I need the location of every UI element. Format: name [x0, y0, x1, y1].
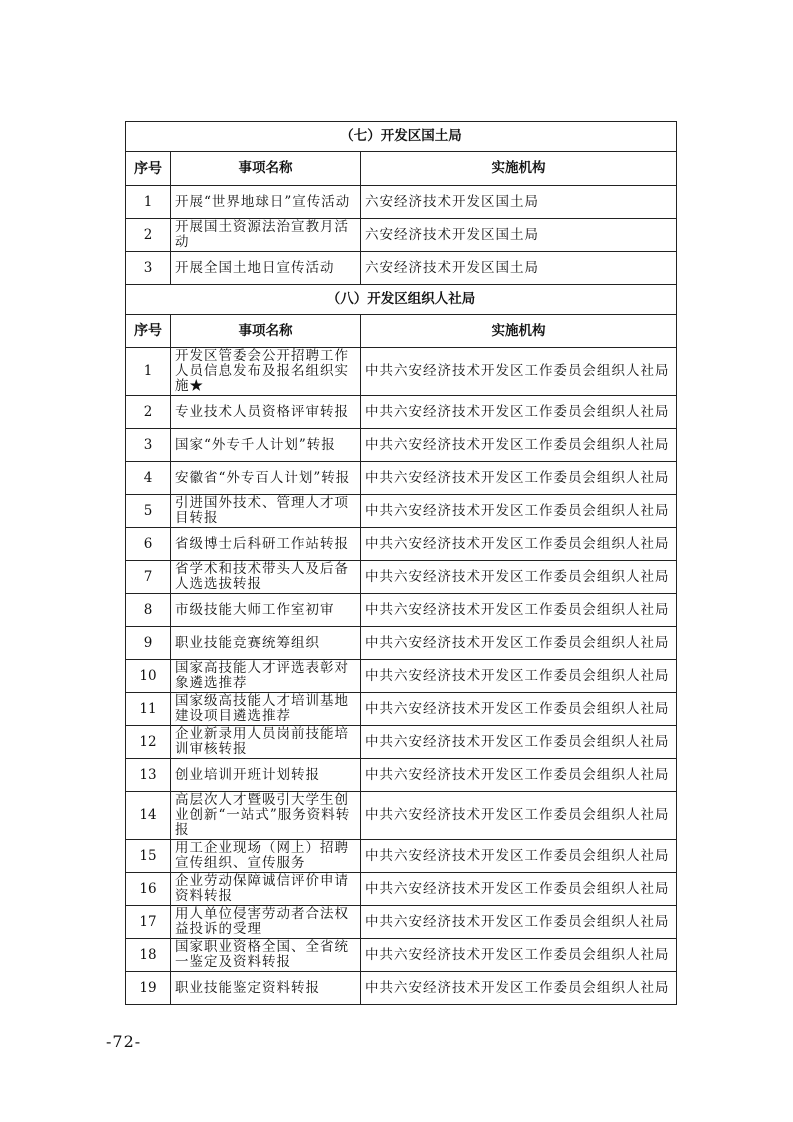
header-item: 事项名称	[171, 152, 361, 186]
row-number: 14	[126, 792, 171, 840]
row-number: 8	[126, 594, 171, 627]
item-name: 职业技能鉴定资料转报	[171, 972, 361, 1005]
implementing-org: 中共六安经济技术开发区工作委员会组织人社局	[361, 528, 677, 561]
table-row	[126, 348, 677, 396]
table-row	[126, 660, 677, 693]
row-number: 3	[126, 252, 171, 285]
table-row	[126, 693, 677, 726]
table-row	[126, 594, 677, 627]
row-number: 3	[126, 429, 171, 462]
row-number: 1	[126, 348, 171, 396]
item-name: 国家高技能人才评选表彰对象遴选推荐	[171, 660, 361, 693]
table-row	[126, 939, 677, 972]
implementing-org: 中共六安经济技术开发区工作委员会组织人社局	[361, 594, 677, 627]
item-name: 省学术和技术带头人及后备人选选拔转报	[171, 561, 361, 594]
row-number: 10	[126, 660, 171, 693]
item-name: 职业技能竞赛统筹组织	[171, 627, 361, 660]
row-number: 15	[126, 840, 171, 873]
table-row	[126, 462, 677, 495]
table-row	[126, 495, 677, 528]
implementing-org: 中共六安经济技术开发区工作委员会组织人社局	[361, 792, 677, 840]
table-row	[126, 759, 677, 792]
table-header-row	[126, 315, 677, 348]
header-seq: 序号	[126, 152, 171, 186]
item-name: 用人单位侵害劳动者合法权益投诉的受理	[171, 906, 361, 939]
table-row	[126, 252, 677, 285]
item-name: 创业培训开班计划转报	[171, 759, 361, 792]
implementing-org: 中共六安经济技术开发区工作委员会组织人社局	[361, 396, 677, 429]
table-row	[126, 561, 677, 594]
row-number: 7	[126, 561, 171, 594]
implementing-org: 中共六安经济技术开发区工作委员会组织人社局	[361, 462, 677, 495]
item-name: 专业技术人员资格评审转报	[171, 396, 361, 429]
table-row	[126, 873, 677, 906]
row-number: 2	[126, 396, 171, 429]
row-number: 9	[126, 627, 171, 660]
implementing-org: 中共六安经济技术开发区工作委员会组织人社局	[361, 627, 677, 660]
item-name: 市级技能大师工作室初审	[171, 594, 361, 627]
table-row	[126, 627, 677, 660]
implementing-org: 中共六安经济技术开发区工作委员会组织人社局	[361, 972, 677, 1005]
table-row	[126, 906, 677, 939]
implementing-org: 中共六安经济技术开发区工作委员会组织人社局	[361, 660, 677, 693]
item-name: 国家职业资格全国、全省统一鉴定及资料转报	[171, 939, 361, 972]
implementing-org: 中共六安经济技术开发区工作委员会组织人社局	[361, 873, 677, 906]
table-row	[126, 429, 677, 462]
table-row	[126, 528, 677, 561]
services-table	[125, 121, 677, 1005]
item-name: 用工企业现场（网上）招聘宣传组织、宣传服务	[171, 840, 361, 873]
implementing-org: 六安经济技术开发区国土局	[361, 219, 677, 252]
row-number: 1	[126, 186, 171, 219]
table-row	[126, 840, 677, 873]
item-name: 企业新录用人员岗前技能培训审核转报	[171, 726, 361, 759]
section-title: （七）开发区国土局	[126, 122, 677, 152]
table-row	[126, 972, 677, 1005]
item-name: 安徽省“外专百人计划”转报	[171, 462, 361, 495]
implementing-org: 中共六安经济技术开发区工作委员会组织人社局	[361, 429, 677, 462]
table-row	[126, 186, 677, 219]
item-name: 开发区管委会公开招聘工作人员信息发布及报名组织实施★	[171, 348, 361, 396]
header-org: 实施机构	[361, 315, 677, 348]
row-number: 17	[126, 906, 171, 939]
implementing-org: 中共六安经济技术开发区工作委员会组织人社局	[361, 693, 677, 726]
table-row	[126, 726, 677, 759]
implementing-org: 中共六安经济技术开发区工作委员会组织人社局	[361, 561, 677, 594]
header-item: 事项名称	[171, 315, 361, 348]
table-header-row	[126, 152, 677, 186]
row-number: 11	[126, 693, 171, 726]
row-number: 18	[126, 939, 171, 972]
row-number: 19	[126, 972, 171, 1005]
row-number: 2	[126, 219, 171, 252]
row-number: 5	[126, 495, 171, 528]
item-name: 开展全国土地日宣传活动	[171, 252, 361, 285]
implementing-org: 中共六安经济技术开发区工作委员会组织人社局	[361, 348, 677, 396]
item-name: 企业劳动保障诚信评价申请资料转报	[171, 873, 361, 906]
item-name: 省级博士后科研工作站转报	[171, 528, 361, 561]
item-name: 引进国外技术、管理人才项目转报	[171, 495, 361, 528]
item-name: 开展“世界地球日”宣传活动	[171, 186, 361, 219]
row-number: 4	[126, 462, 171, 495]
implementing-org: 中共六安经济技术开发区工作委员会组织人社局	[361, 906, 677, 939]
header-seq: 序号	[126, 315, 171, 348]
item-name: 国家级高技能人才培训基地建设项目遴选推荐	[171, 693, 361, 726]
item-name: 国家“外专千人计划”转报	[171, 429, 361, 462]
implementing-org: 中共六安经济技术开发区工作委员会组织人社局	[361, 759, 677, 792]
implementing-org: 中共六安经济技术开发区工作委员会组织人社局	[361, 495, 677, 528]
section-title: （八）开发区组织人社局	[126, 285, 677, 315]
implementing-org: 六安经济技术开发区国土局	[361, 252, 677, 285]
row-number: 12	[126, 726, 171, 759]
implementing-org: 中共六安经济技术开发区工作委员会组织人社局	[361, 939, 677, 972]
table-row	[126, 792, 677, 840]
table-row	[126, 396, 677, 429]
item-name: 开展国土资源法治宣教月活动	[171, 219, 361, 252]
item-name: 高层次人才暨吸引大学生创业创新“一站式”服务资料转报	[171, 792, 361, 840]
implementing-org: 六安经济技术开发区国土局	[361, 186, 677, 219]
row-number: 6	[126, 528, 171, 561]
page-number: -72-	[106, 1032, 142, 1051]
implementing-org: 中共六安经济技术开发区工作委员会组织人社局	[361, 840, 677, 873]
row-number: 16	[126, 873, 171, 906]
section-title-row	[126, 122, 677, 152]
implementing-org: 中共六安经济技术开发区工作委员会组织人社局	[361, 726, 677, 759]
header-org: 实施机构	[361, 152, 677, 186]
row-number: 13	[126, 759, 171, 792]
table-row	[126, 219, 677, 252]
section-title-row	[126, 285, 677, 315]
